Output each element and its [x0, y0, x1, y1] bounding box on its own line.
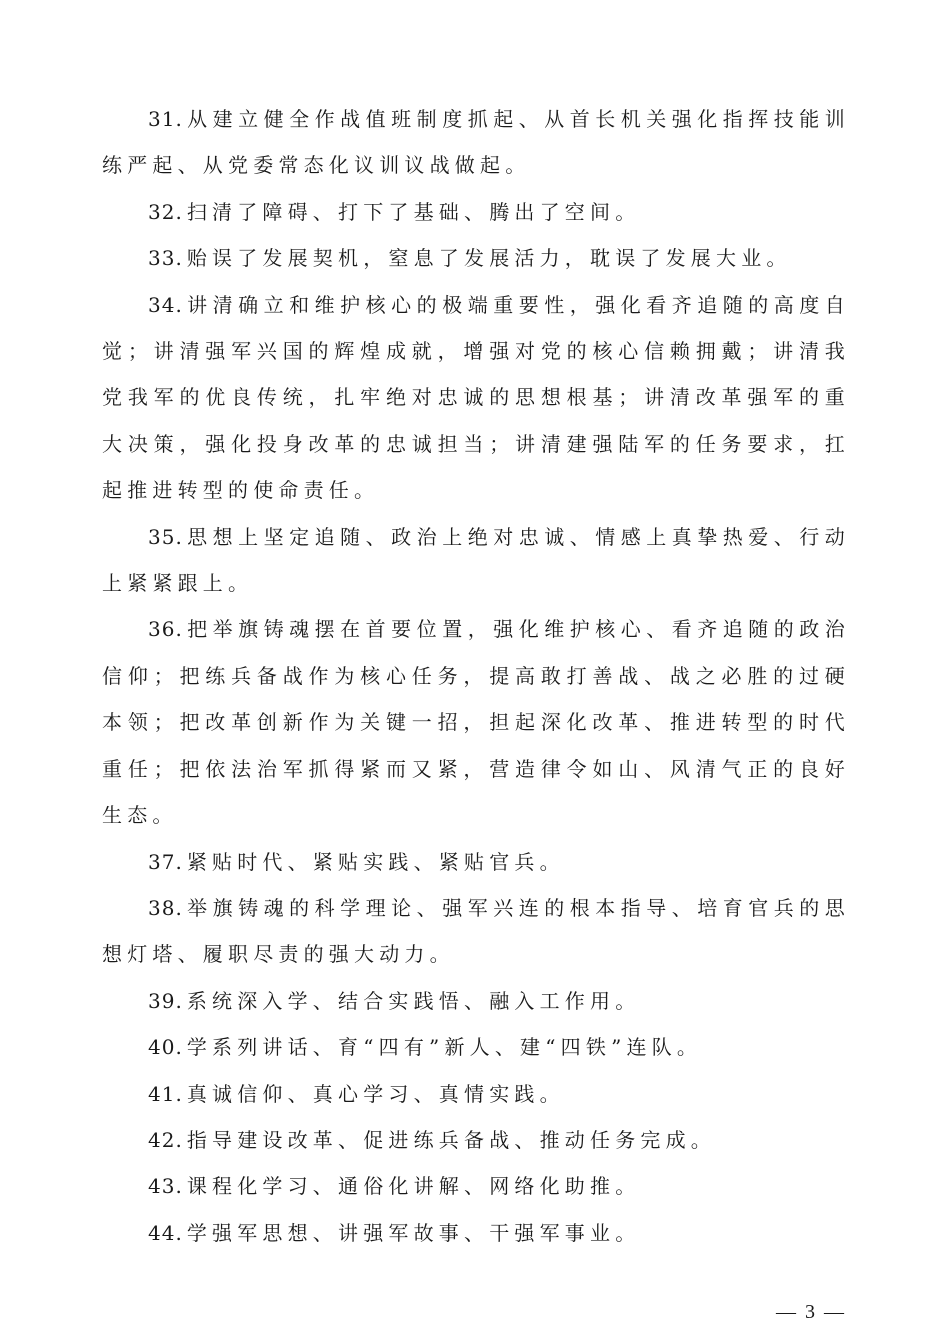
paragraph-number: 36.: [148, 617, 183, 642]
paragraph-text: 紧贴时代、紧贴实践、紧贴官兵。: [186, 849, 565, 874]
paragraph-text: 学系列讲话、育“四有”新人、建“四铁”连队。: [186, 1035, 703, 1060]
paragraph-42: [102, 1117, 850, 1163]
paragraph-44: [102, 1210, 850, 1256]
paragraph-text: 课程化学习、通俗化讲解、网络化助推。: [186, 1174, 641, 1199]
paragraph-number: 31.: [148, 107, 183, 131]
paragraph-number: 34.: [148, 292, 183, 317]
paragraph-number: 32.: [148, 199, 183, 224]
paragraph-number: 37.: [148, 849, 183, 874]
paragraph-text: 从建立健全作战值班制度抓起、从首长机关强化指挥技能训练严起、从党委常态化议训议战做起。: [102, 107, 850, 178]
paragraph-text: 思想上坚定追随、政治上绝对忠诚、情感上真挚热爱、行动上紧紧跟上。: [102, 524, 850, 596]
paragraph-41: [102, 1071, 850, 1117]
paragraph-number: 42.: [148, 1127, 183, 1152]
paragraph-32: [102, 189, 850, 235]
paragraph-text: 真诚信仰、真心学习、真情实践。: [186, 1081, 565, 1106]
paragraph-text: 指导建设改革、促进练兵备战、推动任务完成。: [186, 1127, 717, 1152]
paragraph-text: 扫清了障碍、打下了基础、腾出了空间。: [186, 199, 641, 224]
paragraph-37: [102, 839, 850, 885]
paragraph-43: [102, 1163, 850, 1209]
paragraph-39: [102, 978, 850, 1024]
paragraph-number: 35.: [148, 524, 183, 549]
paragraph-number: 44.: [148, 1220, 183, 1245]
paragraph-text: 举旗铸魂的科学理论、强军兴连的根本指导、培育官兵的思想灯塔、履职尽责的强大动力。: [102, 895, 850, 967]
paragraph-text: 系统深入学、结合实践悟、融入工作用。: [186, 988, 641, 1013]
paragraph-number: 41.: [148, 1081, 183, 1106]
paragraph-text: 学强军思想、讲强军故事、干强军事业。: [186, 1220, 641, 1245]
paragraph-36: [102, 606, 850, 838]
paragraph-38: [102, 885, 850, 978]
paragraph-33: [102, 235, 850, 281]
paragraph-number: 39.: [148, 988, 183, 1013]
document-body: [102, 96, 850, 1256]
paragraph-35: [102, 514, 850, 607]
paragraph-number: 40.: [148, 1035, 183, 1060]
paragraph-40: [102, 1024, 850, 1070]
paragraph-31: [102, 96, 850, 189]
paragraph-text: 讲清确立和维护核心的极端重要性，强化看齐追随的高度自觉；讲清强军兴国的辉煌成就，增强对党的核心信赖拥戴；讲清我党我军的优良传统，扎牢绝对忠诚的思想根基；讲清改革强军的重大决策，强化投身改革的忠诚担当；讲清建强陆军的任务要求，扛起推进转型的使命责任。: [102, 292, 850, 503]
paragraph-number: 33.: [148, 246, 183, 271]
paragraph-text: 贻误了发展契机，窒息了发展活力，耽误了发展大业。: [186, 246, 792, 271]
paragraph-34: [102, 282, 850, 514]
paragraph-number: 38.: [148, 895, 183, 920]
page-number: — 3 —: [776, 1301, 846, 1323]
paragraph-number: 43.: [148, 1174, 183, 1199]
paragraph-text: 把举旗铸魂摆在首要位置，强化维护核心、看齐追随的政治信仰；把练兵备战作为核心任务，提高敢打善战、战之必胜的过硬本领；把改革创新作为关键一招，担起深化改革、推进转型的时代重任；把依法治军抓得紧而又紧，营造律令如山、风清气正的良好生态。: [102, 617, 850, 828]
